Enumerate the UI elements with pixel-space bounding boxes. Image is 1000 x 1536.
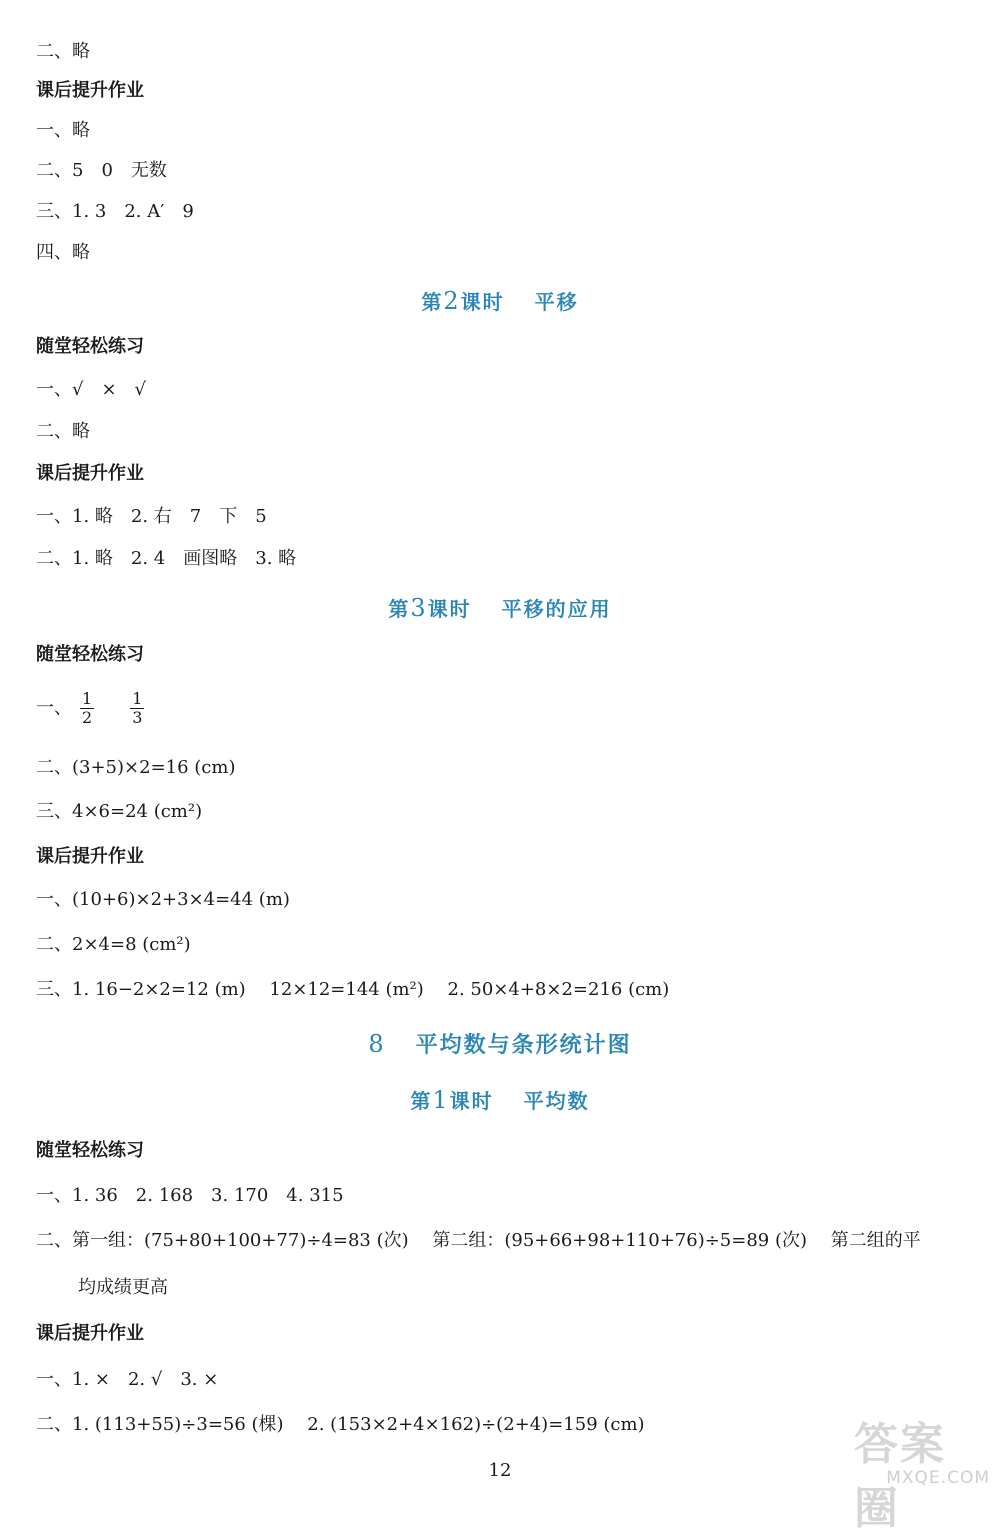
lesson-number: 2 xyxy=(443,287,461,315)
answer-line: 一、1. × 2. √ 3. × xyxy=(36,1369,219,1390)
lesson-heading-3 xyxy=(0,593,1000,622)
answer-line: 一、1. 略 2. 右 7 下 5 xyxy=(36,506,267,527)
answer-line: 一、(10+6)×2+3×4=44 (m) xyxy=(36,889,290,910)
section-heading: 随堂轻松练习 xyxy=(36,644,144,665)
answer-line: 四、略 xyxy=(36,242,90,263)
fraction-numerator: 1 xyxy=(132,689,143,708)
fraction-denominator: 2 xyxy=(82,708,93,727)
section-heading: 课后提升作业 xyxy=(36,463,144,484)
answer-line: 二、1. 略 2. 4 画图略 3. 略 xyxy=(36,548,297,569)
lesson-title: 平均数 xyxy=(523,1089,590,1113)
heading-prefix: 第 xyxy=(410,1089,433,1113)
watermark-title: 答案圈 xyxy=(854,1419,946,1534)
answer-line: 二、(3+5)×2=16 (cm) xyxy=(36,757,236,778)
lesson-title: 平移的应用 xyxy=(501,597,612,621)
section-heading: 课后提升作业 xyxy=(36,846,144,867)
heading-prefix: 第 xyxy=(388,597,411,621)
heading-prefix: 第 xyxy=(421,290,444,314)
section-heading: 随堂轻松练习 xyxy=(36,1140,144,1161)
page-number: 12 xyxy=(488,1460,512,1481)
answer-line: 三、1. 16−2×2=12 (m) 12×12=144 (m²) 2. 50×4+8×2=216 (cm) xyxy=(36,979,670,1000)
answer-line: 二、5 0 无数 xyxy=(36,160,167,181)
answer-line: 二、1. (113+55)÷3=56 (棵) 2. (153×2+4×162)÷(2+4)=159 (cm) xyxy=(36,1414,645,1435)
watermark xyxy=(854,1408,994,1534)
item-number: 一、 xyxy=(36,697,72,719)
answer-line: 二、略 xyxy=(36,41,90,62)
lesson-number: 1 xyxy=(432,1086,450,1114)
watermark-url: MXQE.COM xyxy=(886,1468,990,1488)
unit-heading xyxy=(0,1028,1000,1059)
answer-line: 一、略 xyxy=(36,120,90,141)
answer-line: 三、4×6=24 (cm²) xyxy=(36,801,203,822)
answer-line-fractions xyxy=(36,690,152,727)
lesson-number: 3 xyxy=(410,594,428,622)
lesson-title: 平移 xyxy=(534,290,579,314)
lesson-heading-2 xyxy=(0,286,1000,315)
section-heading: 课后提升作业 xyxy=(36,80,144,101)
lesson-heading-1 xyxy=(0,1085,1000,1114)
unit-number: 8 xyxy=(368,1030,386,1058)
fraction-denominator: 3 xyxy=(132,708,143,727)
answer-line: 二、2×4=8 (cm²) xyxy=(36,934,191,955)
answer-line: 二、第一组：(75+80+100+77)÷4=83 (次) 第二组：(95+66+98+110+76)÷5=89 (次) 第二组的平 xyxy=(36,1230,921,1251)
answer-line: 一、1. 36 2. 168 3. 170 4. 315 xyxy=(36,1185,344,1206)
unit-title: 平均数与条形统计图 xyxy=(415,1033,632,1058)
answer-line: 三、1. 3 2. A′ 9 xyxy=(36,201,194,222)
heading-suffix: 课时 xyxy=(449,1089,494,1113)
heading-suffix: 课时 xyxy=(460,290,505,314)
answer-line: 一、√ × √ xyxy=(36,379,147,400)
fraction-numerator: 1 xyxy=(82,689,93,708)
answer-line-continued: 均成绩更高 xyxy=(78,1277,168,1298)
fraction xyxy=(130,690,144,727)
section-heading: 随堂轻松练习 xyxy=(36,336,144,357)
section-heading: 课后提升作业 xyxy=(36,1323,144,1344)
fraction xyxy=(80,690,94,727)
answer-line: 二、略 xyxy=(36,421,90,442)
heading-suffix: 课时 xyxy=(427,597,472,621)
